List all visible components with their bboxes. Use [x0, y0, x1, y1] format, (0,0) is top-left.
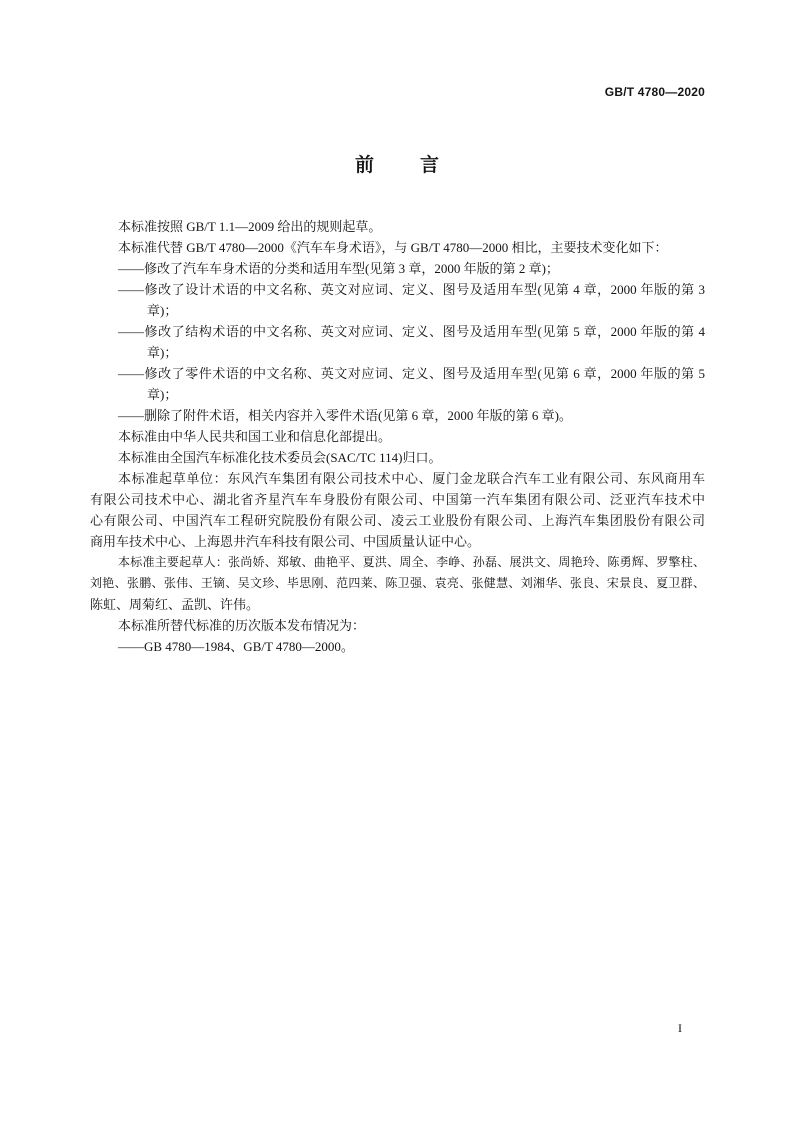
foreword-line: 心有限公司、中国汽车工程研究院股份有限公司、凌云工业股份有限公司、上海汽车集团股份有限公司 [90, 513, 705, 528]
previous-editions-item [90, 636, 705, 657]
paragraph-proposed-by [90, 426, 705, 447]
paragraph-previous-editions-intro [90, 615, 705, 636]
foreword-line: 陈虹、周菊红、孟凯、许伟。 [90, 597, 260, 612]
foreword-line: ——修改了汽车车身术语的分类和适用车型(见第 3 章，2000 年版的第 2 章)； [118, 261, 559, 276]
paragraph-managed-by [90, 447, 705, 468]
foreword-line: ——删除了附件术语，相关内容并入零件术语(见第 6 章，2000 年版的第 6 章)。 [118, 408, 572, 423]
paragraph-drafting-rules [90, 216, 705, 237]
standard-code-header: GB/T 4780—2020 [604, 85, 705, 99]
change-item-design-terms [90, 279, 705, 321]
change-item-structure-terms [90, 321, 705, 363]
foreword-line: ——修改了设计术语的中文名称、英文对应词、定义、图号及适用车型(见第 4 章，2000 年版的第 3 [118, 282, 705, 297]
foreword-line: 有限公司技术中心、湖北省齐星汽车车身股份有限公司、中国第一汽车集团有限公司、泛亚汽车技术中 [90, 492, 705, 507]
foreword-line: 本标准代替 GB/T 4780—2000《汽车车身术语》，与 GB/T 4780—2000 相比，主要技术变化如下： [118, 240, 668, 255]
page-title: 前 言 [354, 154, 453, 176]
foreword-line: 本标准由全国汽车标准化技术委员会(SAC/TC 114)归口。 [118, 450, 442, 465]
change-item-component-terms [90, 363, 705, 405]
foreword-body [90, 216, 705, 657]
foreword-line: ——GB 4780—1984、GB/T 4780—2000。 [118, 639, 354, 654]
change-item-classification [90, 258, 705, 279]
page-number: I [678, 1021, 682, 1035]
foreword-line: 章)； [147, 345, 178, 360]
foreword-line: 章)； [147, 387, 178, 402]
foreword-line: 本标准按照 GB/T 1.1—2009 给出的规则起草。 [118, 219, 382, 234]
foreword-line: 商用车技术中心、上海恩井汽车科技有限公司、中国质量认证中心。 [90, 534, 481, 549]
change-item-accessory-terms [90, 405, 705, 426]
foreword-line: 本标准主要起草人：张尚娇、郑敏、曲艳平、夏洪、周全、李峥、孙磊、展洪文、周艳玲、陈勇辉、罗擎柱、 [118, 555, 705, 569]
foreword-line: 刘艳、张鹏、张伟、王镝、吴文珍、毕思刚、范四莱、陈卫强、袁亮、张健慧、刘湘华、张良、宋景良、夏卫群、 [90, 576, 705, 590]
foreword-line: 本标准由中华人民共和国工业和信息化部提出。 [118, 429, 392, 444]
foreword-line: ——修改了零件术语的中文名称、英文对应词、定义、图号及适用车型(见第 6 章，2000 年版的第 5 [118, 366, 705, 381]
paragraph-principal-drafters [90, 552, 705, 615]
foreword-line: 本标准所替代标准的历次版本发布情况为： [118, 618, 366, 633]
foreword-line: 本标准起草单位：东风汽车集团有限公司技术中心、厦门金龙联合汽车工业有限公司、东风商用车 [118, 471, 705, 486]
foreword-line: 章)； [147, 303, 178, 318]
paragraph-replacement-statement [90, 237, 705, 258]
foreword-line: ——修改了结构术语的中文名称、英文对应词、定义、图号及适用车型(见第 5 章，2000 年版的第 4 [118, 324, 705, 339]
paragraph-drafting-organizations [90, 468, 705, 552]
